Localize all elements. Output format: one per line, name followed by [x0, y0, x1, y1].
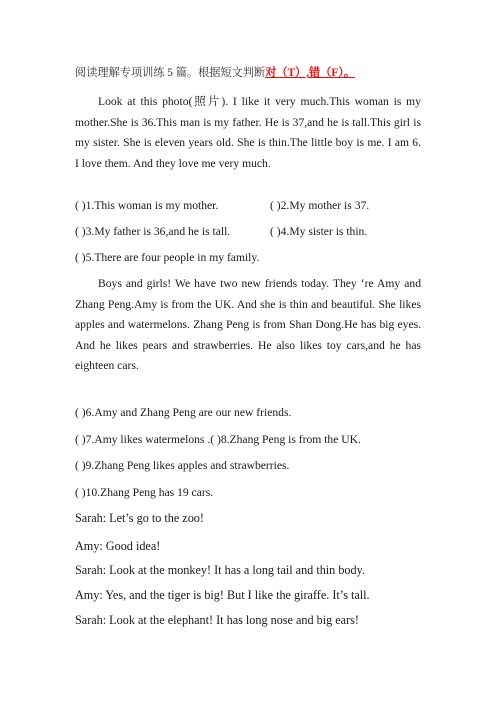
question-2: ( )2.My mother is 37.: [270, 199, 370, 212]
question-9: ( )9.Zhang Peng likes apples and strawberries.: [75, 459, 290, 472]
passage-1: Look at this photo(照片). I like it very much.This woman is my mother.She is 36.This man is my father. He is 37,and he is tall.This girl is my sister. She is eleven years old. She is thin.The little boy is me. I am 6. I love them. And they love me very much.: [75, 95, 421, 170]
dialogue-line-2: Amy: Good idea!: [75, 539, 161, 553]
title-highlight: 对（T）,错（F）。: [265, 67, 356, 79]
question-3: ( )3.My father is 36,and he is tall.: [75, 225, 231, 238]
dialogue-line-1: Sarah: Let’s go to the zoo!: [75, 511, 204, 525]
question-6: ( )6.Amy and Zhang Peng are our new friends.: [75, 406, 292, 419]
question-5: ( )5.There are four people in my family.: [75, 251, 260, 264]
exercise-title: [75, 66, 355, 80]
title-prefix: 阅读理解专项训练 5 篇。根据短文判断: [75, 67, 266, 79]
dialogue-line-4: Amy: Yes, and the tiger is big! But I like the giraffe. It’s tall.: [75, 588, 370, 602]
dialogue-line-3: Sarah: Look at the monkey! It has a long tail and thin body.: [75, 563, 365, 577]
dialogue-line-5: Sarah: Look at the elephant! It has long nose and big ears!: [75, 613, 359, 627]
question-1: ( )1.This woman is my mother.: [75, 199, 219, 212]
question-7-8: ( )7.Amy likes watermelons .( )8.Zhang Peng is from the UK.: [75, 433, 361, 446]
question-10: ( )10.Zhang Peng has 19 cars.: [75, 486, 214, 499]
passage-2: Boys and girls! We have two new friends today. They ‘re Amy and Zhang Peng.Amy is from the UK. And she is thin and beautiful. She likes apples and watermelons. Zhang Peng is from Shan Dong.He has big eyes. And he likes pears and strawberries. He also likes toy cars,and he has eighteen cars.: [75, 277, 421, 372]
question-4: ( )4.My sister is thin.: [270, 225, 368, 238]
